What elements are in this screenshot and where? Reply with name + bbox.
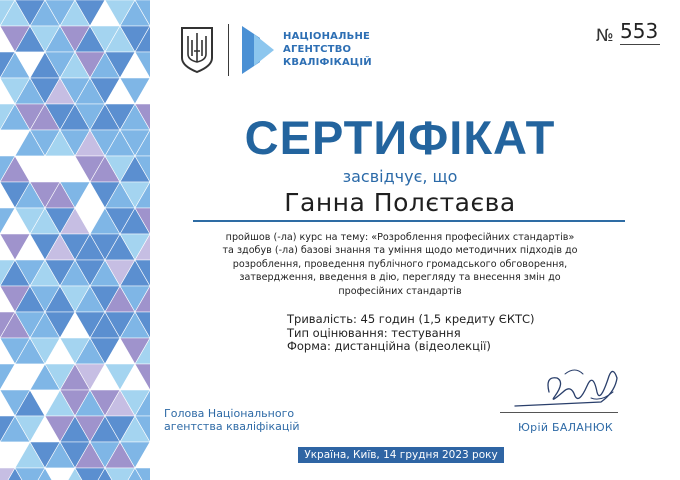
signatory-role: [164, 407, 300, 433]
recipient-underline: [193, 220, 625, 222]
certificate-number: 553: [620, 19, 659, 43]
certificate-subtitle: засвідчує, що: [342, 167, 458, 186]
certificate-number-label: №: [596, 26, 614, 46]
course-description-line: професійних стандартів: [338, 285, 462, 297]
course-description-line: розроблення, проведення публічного громадського обговорення,: [232, 258, 568, 270]
logo-divider: [228, 24, 229, 76]
signatory-role-line2: агентства кваліфікацій: [164, 420, 300, 433]
agency-name-line1: НАЦІОНАЛЬНЕ: [283, 31, 371, 42]
decorative-triangle-pattern: [0, 0, 150, 480]
signatory-role-line1: Голова Національного: [164, 407, 295, 420]
signatory-name: Юрій БАЛАНЮК: [518, 421, 613, 434]
course-description-line: та здобув (-ла) базові знання та уміння щодо методичних підходів до: [222, 245, 578, 257]
assessment-type-detail: Тип оцінювання: тестування: [287, 325, 461, 340]
agency-name-line3: КВАЛІФІКАЦІЙ: [283, 57, 372, 68]
format-detail: Форма: дистанційна (відеолекції): [287, 339, 491, 353]
agency-logo-icon: [240, 24, 276, 76]
recipient-name: Ганна Полєтаєва: [284, 188, 516, 217]
duration-detail: Тривалість: 45 годин (1,5 кредиту ЄКТС): [287, 312, 535, 326]
trident-emblem-icon: [180, 26, 214, 74]
course-description-line: пройшов (-ла) курс на тему: «Розроблення професійних стандартів»: [225, 232, 575, 243]
course-description: [190, 231, 610, 298]
signature-line: [500, 412, 618, 413]
agency-name: [283, 30, 393, 69]
agency-name-line2: АГЕНТСТВО: [283, 44, 352, 55]
course-description-line: затвердження, введення в дію, перегляду та внесення змін до: [239, 272, 561, 284]
certificate-title: СЕРТИФІКАТ: [244, 111, 556, 164]
signature-icon: [505, 362, 625, 412]
course-details: [287, 313, 535, 354]
place-date-banner: Україна, Київ, 14 грудня 2023 року: [298, 447, 504, 463]
